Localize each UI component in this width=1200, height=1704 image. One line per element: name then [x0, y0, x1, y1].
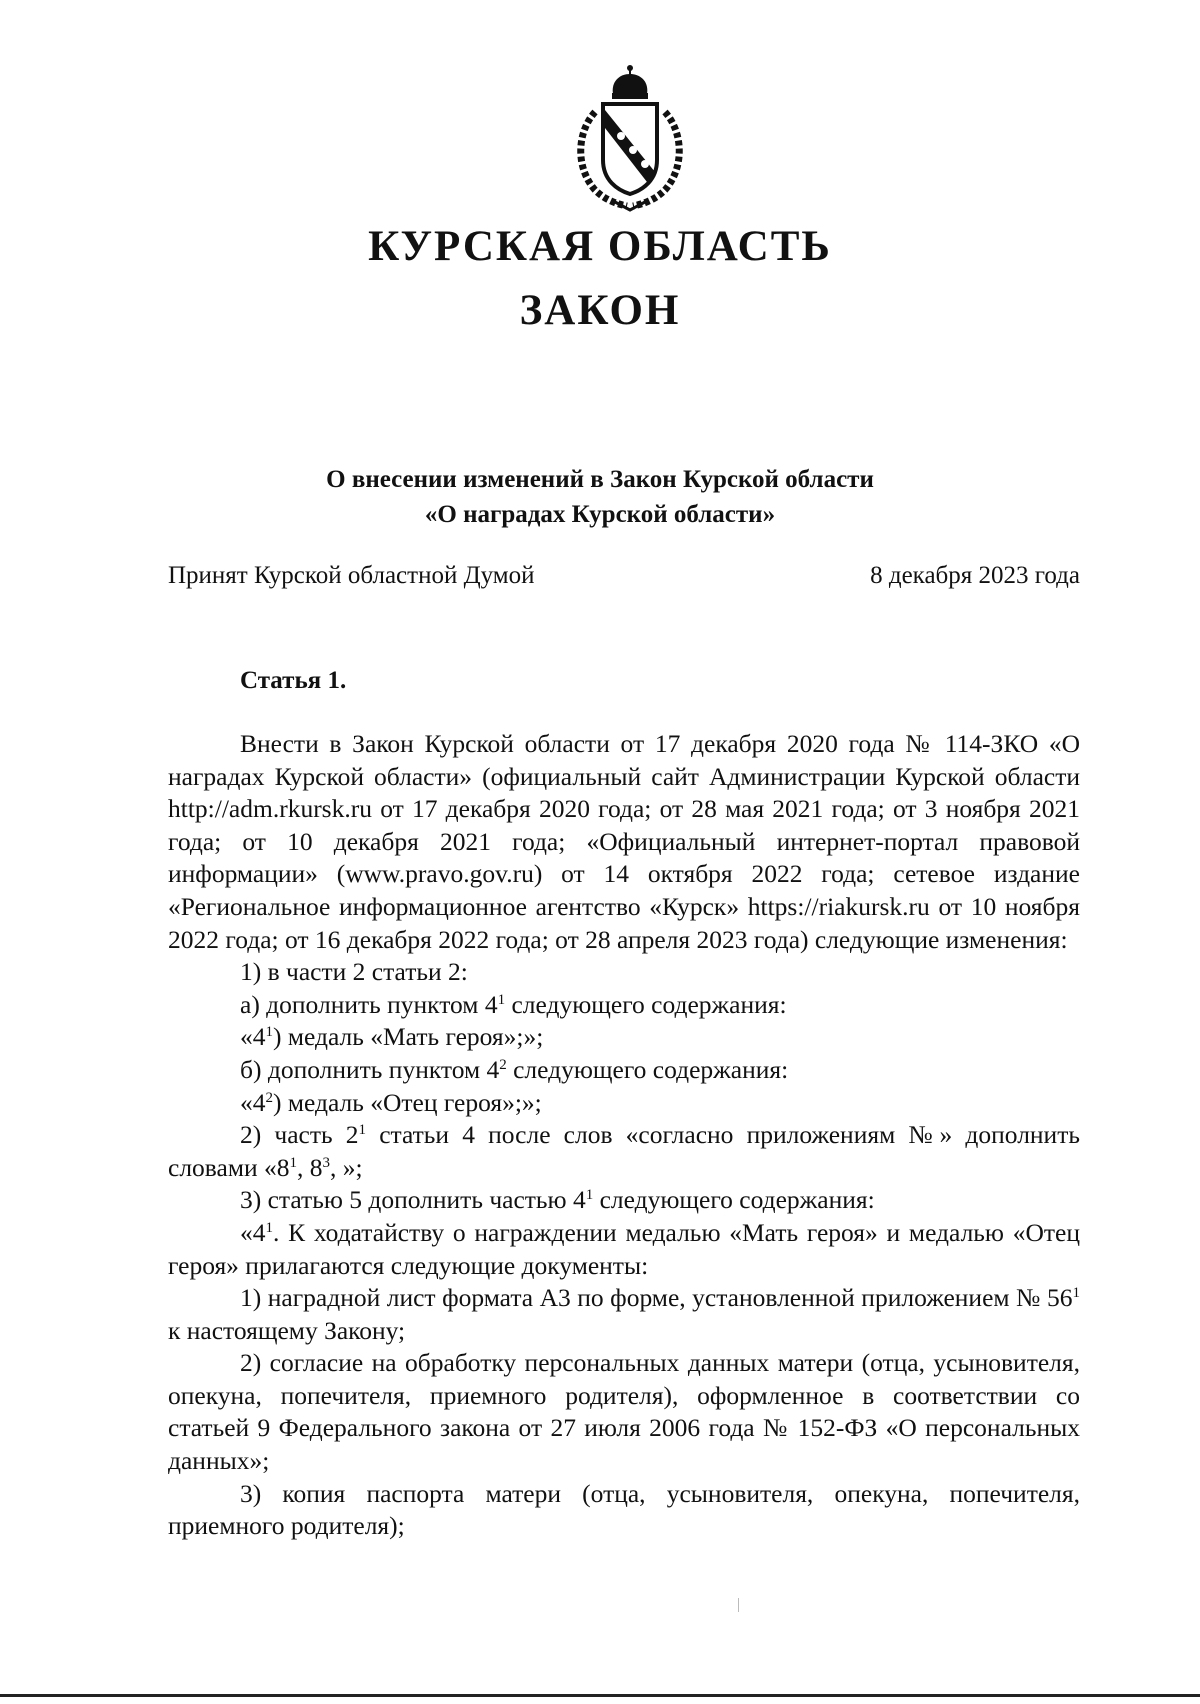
quote-medal-father: «$4^2$) медаль «Отец героя»;»;: [240, 1087, 542, 1117]
quote-medal-mother: «$4^1$) медаль «Мать героя»;»;: [240, 1022, 544, 1052]
article-heading: Статья 1.: [240, 667, 347, 694]
item-1: 1) в части 2 статьи 2:: [240, 957, 468, 987]
adoption-line: [168, 562, 1080, 590]
subitem-a: а) дополнить пунктом $4^1$ следующего содержания:: [240, 989, 787, 1019]
coat-of-arms-icon: [565, 62, 695, 212]
scan-artifact: [738, 1598, 739, 1612]
document-item-1: 1) наградной лист формата А3 по форме, установленной приложением № $56^1$ к настоящему Закону;: [168, 1283, 1080, 1345]
document-item-2: 2) согласие на обработку персональных данных матери (отца, усыновителя, опекуна, попечителя, приемного родителя), оформленное в соответствии со статьей 9 Федерального закона от 27 июля 2006 года № 152-ФЗ «О персональных данных»;: [168, 1348, 1080, 1476]
document-type-heading: ЗАКОН: [519, 287, 681, 334]
scan-bottom-edge: [0, 1694, 1200, 1697]
law-title-line-1: О внесении изменений в Закон Курской области: [326, 466, 874, 493]
document-item-3: 3) копия паспорта матери (отца, усыновителя, опекуна, попечителя, приемного родителя);: [168, 1478, 1080, 1541]
article-intro: Внести в Закон Курской области от 17 декабря 2020 года № 114-ЗКО «О наградах Курской области» (официальный сайт Администрации Курской области http://adm.rkursk.ru от 17 декабря 2020 года; от 28 мая 2021 года; от 3 ноября 2021 года; от 10 декабря 2021 года; «Официальный интернет-портал правовой информации» (www.pravo.gov.ru) от 14 октября 2022 года; сетевое издание «Региональное информационное агентство «Курск» https://riakursk.ru от 10 ноября 2022 года; от 16 декабря 2022 года; от 28 апреля 2023 года) следующие изменения:: [168, 729, 1080, 954]
region-heading: КУРСКАЯ ОБЛАСТЬ: [368, 223, 832, 270]
quote-part-4-1: «$4^1$. К ходатайству о награждении медалью «Мать героя» и медалью «Отец героя» прилагаются следующие документы:: [168, 1217, 1080, 1280]
item-3: 3) статью 5 дополнить частью $4^1$ следующего содержания:: [240, 1185, 875, 1215]
item-2: 2) часть $2^1$ статьи 4 после слов «согласно приложениям №» дополнить словами «$8^1$, $8^3$, »;: [168, 1120, 1080, 1182]
adoption-date: 8 декабря 2023 года: [870, 562, 1080, 589]
law-title-line-2: «О наградах Курской области»: [424, 501, 776, 528]
subitem-b: б) дополнить пунктом $4^2$ следующего содержания:: [240, 1054, 789, 1084]
article-body: [168, 728, 1080, 1543]
adopted-by: Принят Курской областной Думой: [168, 562, 535, 589]
law-title: [0, 462, 1200, 532]
